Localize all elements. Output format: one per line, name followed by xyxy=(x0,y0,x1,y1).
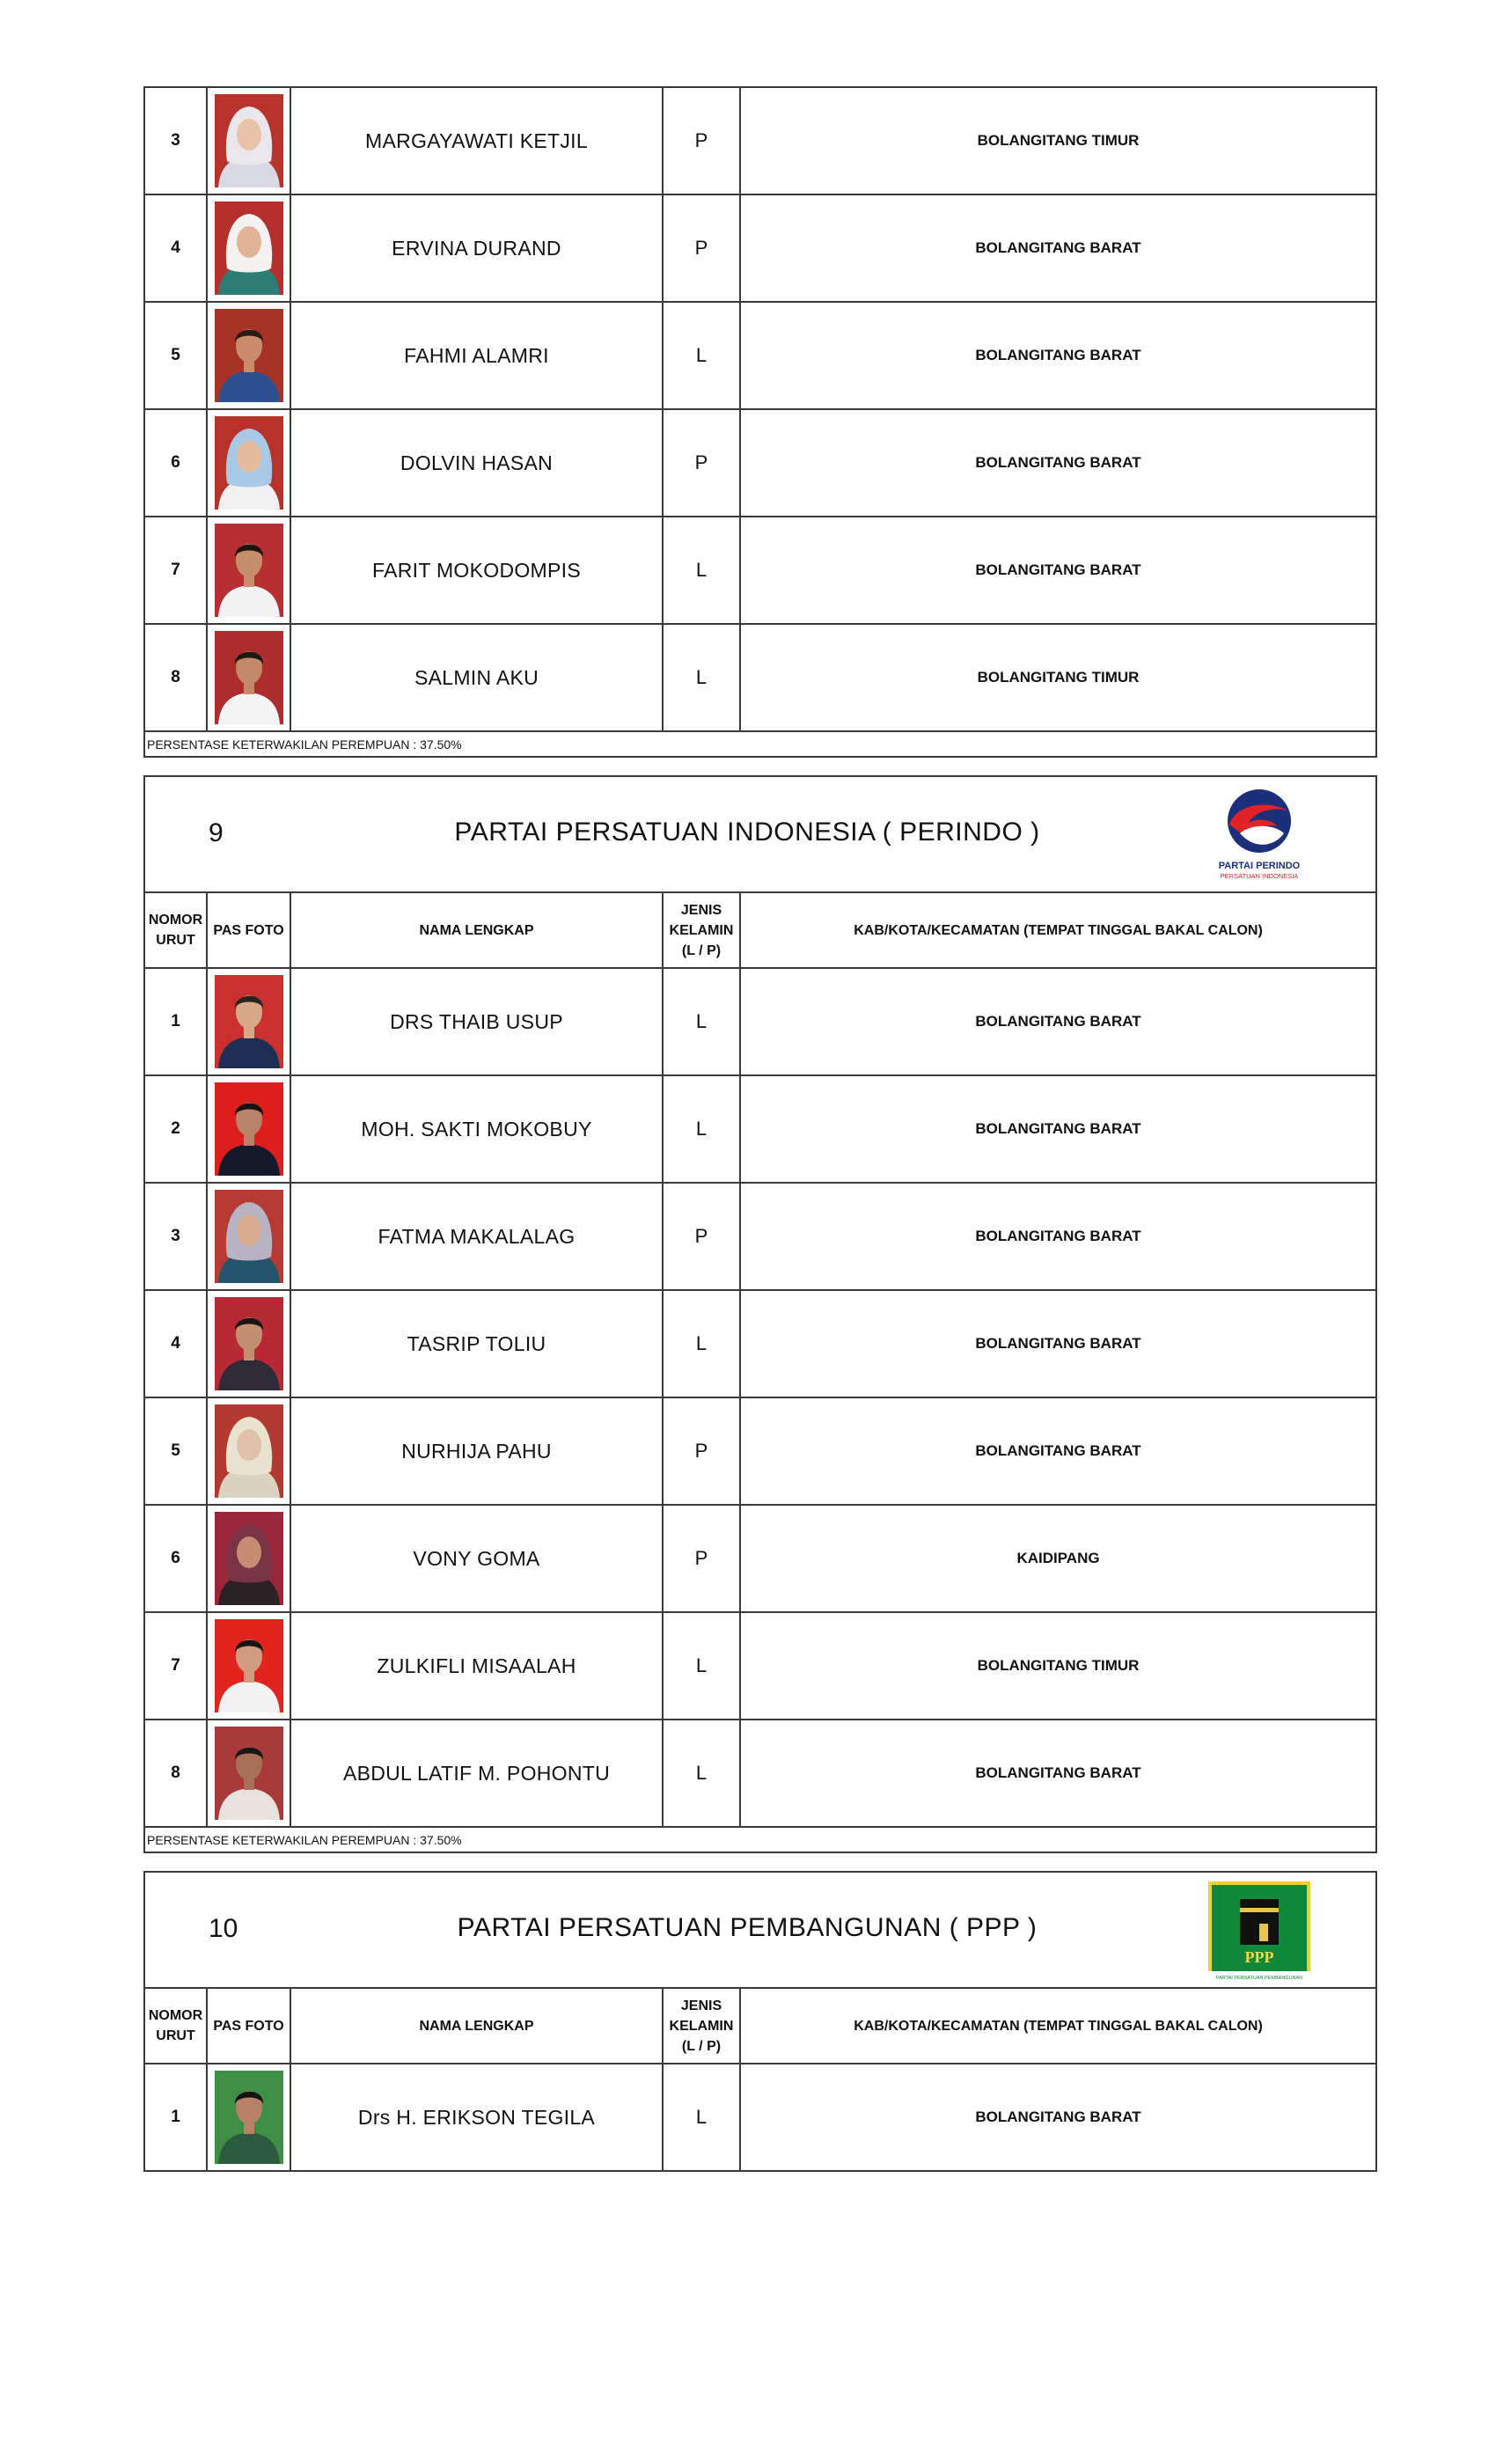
candidate-name: ZULKIFLI MISAALAH xyxy=(290,1612,663,1720)
candidate-number: 7 xyxy=(144,517,207,624)
candidate-photo-cell xyxy=(207,1290,290,1397)
candidate-row xyxy=(144,87,1376,194)
candidate-residence: BOLANGITANG BARAT xyxy=(740,1397,1376,1505)
candidate-number: 4 xyxy=(144,1290,207,1397)
candidate-photo xyxy=(215,416,283,510)
ppp-logo xyxy=(1206,1880,1312,1984)
section-gap xyxy=(143,758,1375,775)
candidate-number: 2 xyxy=(144,1075,207,1183)
candidate-number: 1 xyxy=(144,2064,207,2171)
candidate-name: DOLVIN HASAN xyxy=(290,409,663,517)
candidate-residence: BOLANGITANG TIMUR xyxy=(740,1612,1376,1720)
candidate-row xyxy=(144,194,1376,302)
candidate-photo xyxy=(215,975,283,1068)
candidate-name: Drs H. ERIKSON TEGILA xyxy=(290,2064,663,2171)
candidate-residence: BOLANGITANG BARAT xyxy=(740,302,1376,409)
candidate-photo-cell xyxy=(207,87,290,194)
candidate-number: 4 xyxy=(144,194,207,302)
candidate-photo-cell xyxy=(207,1183,290,1290)
candidate-number: 5 xyxy=(144,302,207,409)
candidate-photo xyxy=(215,1190,283,1283)
candidate-list-page xyxy=(143,86,1375,2172)
candidate-photo-cell xyxy=(207,194,290,302)
candidate-row xyxy=(144,1397,1376,1505)
candidate-residence: KAIDIPANG xyxy=(740,1505,1376,1612)
candidate-gender: L xyxy=(663,1612,740,1720)
candidate-name: VONY GOMA xyxy=(290,1505,663,1612)
candidate-name: ERVINA DURAND xyxy=(290,194,663,302)
candidate-residence: BOLANGITANG BARAT xyxy=(740,517,1376,624)
candidate-gender: L xyxy=(663,1720,740,1827)
header-kab-kota-kecamatan: KAB/KOTA/KECAMATAN (TEMPAT TINGGAL BAKAL CALON) xyxy=(740,892,1376,968)
candidate-name: FARIT MOKODOMPIS xyxy=(290,517,663,624)
candidate-photo-cell xyxy=(207,409,290,517)
header-kab-kota-kecamatan: KAB/KOTA/KECAMATAN (TEMPAT TINGGAL BAKAL CALON) xyxy=(740,1988,1376,2064)
header-jenis-kelamin: JENIS KELAMIN (L / P) xyxy=(663,1988,740,2064)
candidate-name: FAHMI ALAMRI xyxy=(290,302,663,409)
party-candidate-table xyxy=(143,1871,1377,2172)
candidate-photo-cell xyxy=(207,1720,290,1827)
candidate-name: FATMA MAKALALAG xyxy=(290,1183,663,1290)
candidate-residence: BOLANGITANG BARAT xyxy=(740,1075,1376,1183)
candidate-row xyxy=(144,1183,1376,1290)
women-representation-text: PERSENTASE KETERWAKILAN PEREMPUAN : 37.50% xyxy=(144,731,1376,757)
candidate-gender: L xyxy=(663,624,740,731)
candidate-photo-cell xyxy=(207,1397,290,1505)
candidate-gender: P xyxy=(663,1397,740,1505)
party-header-row xyxy=(144,1872,1376,1988)
party-number: 9 xyxy=(209,818,224,847)
party-logo-subtext: PERSATUAN INDONESIA xyxy=(1220,872,1299,880)
header-jenis-kelamin: JENIS KELAMIN (L / P) xyxy=(663,892,740,968)
candidate-photo xyxy=(215,1082,283,1176)
party-number: 10 xyxy=(209,1914,238,1943)
party-logo-subtext: PARTAI PERSATUAN PEMBANGUNAN xyxy=(1215,1976,1303,1981)
candidate-number: 8 xyxy=(144,1720,207,1827)
candidate-photo xyxy=(215,1404,283,1498)
party-logo-text: PPP xyxy=(1244,1948,1274,1966)
candidate-residence: BOLANGITANG BARAT xyxy=(740,1720,1376,1827)
header-nama-lengkap: NAMA LENGKAP xyxy=(290,1988,663,2064)
candidate-row xyxy=(144,2064,1376,2171)
candidate-number: 6 xyxy=(144,409,207,517)
candidate-row xyxy=(144,409,1376,517)
candidate-row xyxy=(144,1290,1376,1397)
candidate-residence: BOLANGITANG BARAT xyxy=(740,1183,1376,1290)
candidate-gender: P xyxy=(663,194,740,302)
candidate-row xyxy=(144,1720,1376,1827)
candidate-number: 6 xyxy=(144,1505,207,1612)
header-pas-foto: PAS FOTO xyxy=(207,892,290,968)
candidate-row xyxy=(144,517,1376,624)
column-header-row xyxy=(144,892,1376,968)
party-candidate-table xyxy=(143,775,1377,1853)
section-gap xyxy=(143,1853,1375,1871)
candidate-gender: L xyxy=(663,302,740,409)
candidate-table-continued xyxy=(143,86,1377,758)
candidate-photo xyxy=(215,1297,283,1390)
candidate-number: 1 xyxy=(144,968,207,1075)
candidate-number: 5 xyxy=(144,1397,207,1505)
header-nomor-urut: NOMOR URUT xyxy=(144,892,207,968)
candidate-photo-cell xyxy=(207,517,290,624)
candidate-photo xyxy=(215,94,283,187)
candidate-row xyxy=(144,1612,1376,1720)
candidate-gender: P xyxy=(663,409,740,517)
candidate-gender: P xyxy=(663,1183,740,1290)
candidate-gender: L xyxy=(663,1290,740,1397)
candidate-name: ABDUL LATIF M. POHONTU xyxy=(290,1720,663,1827)
candidate-residence: BOLANGITANG BARAT xyxy=(740,194,1376,302)
candidate-number: 3 xyxy=(144,1183,207,1290)
candidate-photo xyxy=(215,2071,283,2164)
candidate-photo xyxy=(215,202,283,295)
perindo-logo xyxy=(1206,784,1312,888)
candidate-photo-cell xyxy=(207,302,290,409)
candidate-photo-cell xyxy=(207,1612,290,1720)
candidate-row xyxy=(144,1075,1376,1183)
party-name: PARTAI PERSATUAN PEMBANGUNAN ( PPP ) xyxy=(457,1913,1038,1942)
candidate-name: DRS THAIB USUP xyxy=(290,968,663,1075)
header-nama-lengkap: NAMA LENGKAP xyxy=(290,892,663,968)
candidate-photo xyxy=(215,1512,283,1605)
candidate-row xyxy=(144,302,1376,409)
candidate-photo xyxy=(215,309,283,402)
candidate-name: SALMIN AKU xyxy=(290,624,663,731)
women-representation-text: PERSENTASE KETERWAKILAN PEREMPUAN : 37.50% xyxy=(144,1827,1376,1852)
candidate-number: 8 xyxy=(144,624,207,731)
party-header-row xyxy=(144,776,1376,892)
candidate-name: NURHIJA PAHU xyxy=(290,1397,663,1505)
women-representation-row xyxy=(144,1827,1376,1852)
women-representation-row xyxy=(144,731,1376,757)
candidate-number: 7 xyxy=(144,1612,207,1720)
candidate-name: MARGAYAWATI KETJIL xyxy=(290,87,663,194)
candidate-number: 3 xyxy=(144,87,207,194)
candidate-photo-cell xyxy=(207,968,290,1075)
candidate-photo-cell xyxy=(207,624,290,731)
candidate-residence: BOLANGITANG TIMUR xyxy=(740,87,1376,194)
candidate-name: MOH. SAKTI MOKOBUY xyxy=(290,1075,663,1183)
candidate-residence: BOLANGITANG BARAT xyxy=(740,1290,1376,1397)
candidate-gender: L xyxy=(663,968,740,1075)
candidate-name: TASRIP TOLIU xyxy=(290,1290,663,1397)
candidate-photo-cell xyxy=(207,2064,290,2171)
candidate-row xyxy=(144,624,1376,731)
candidate-gender: P xyxy=(663,1505,740,1612)
candidate-gender: L xyxy=(663,2064,740,2171)
candidate-row xyxy=(144,1505,1376,1612)
candidate-photo xyxy=(215,1727,283,1820)
candidate-photo-cell xyxy=(207,1075,290,1183)
header-nomor-urut: NOMOR URUT xyxy=(144,1988,207,2064)
candidate-gender: L xyxy=(663,517,740,624)
party-logo-text: PARTAI PERINDO xyxy=(1218,861,1301,871)
candidate-gender: P xyxy=(663,87,740,194)
header-pas-foto: PAS FOTO xyxy=(207,1988,290,2064)
candidate-residence: BOLANGITANG BARAT xyxy=(740,2064,1376,2171)
party-name: PARTAI PERSATUAN INDONESIA ( PERINDO ) xyxy=(454,818,1040,847)
candidate-photo-cell xyxy=(207,1505,290,1612)
candidate-photo xyxy=(215,1619,283,1712)
column-header-row xyxy=(144,1988,1376,2064)
candidate-row xyxy=(144,968,1376,1075)
candidate-residence: BOLANGITANG TIMUR xyxy=(740,624,1376,731)
candidate-residence: BOLANGITANG BARAT xyxy=(740,409,1376,517)
candidate-photo xyxy=(215,631,283,724)
candidate-residence: BOLANGITANG BARAT xyxy=(740,968,1376,1075)
candidate-gender: L xyxy=(663,1075,740,1183)
candidate-photo xyxy=(215,524,283,617)
